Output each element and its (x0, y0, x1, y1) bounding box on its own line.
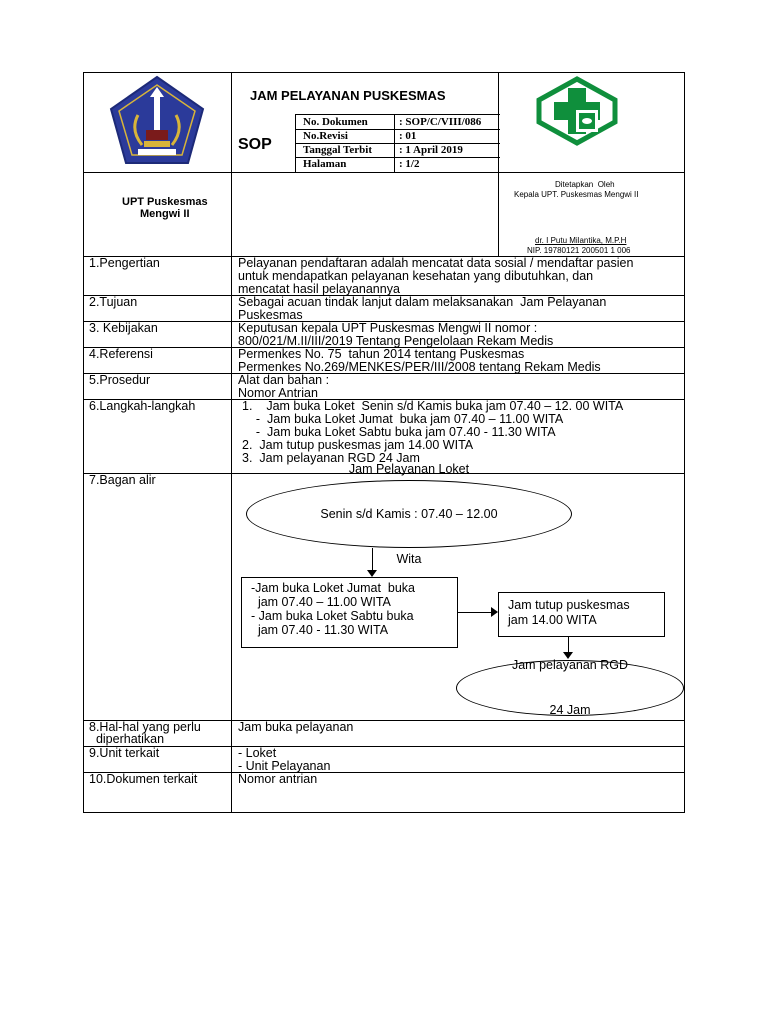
flow-node-loket-line2: Senin s/d Kamis : 07.40 – 12.00 (320, 506, 498, 521)
signer-nip: NIP. 19780121 200501 1 006 (527, 246, 631, 255)
langkah-line3: - Jam buka Loket Sabtu buka jam 07.40 - 11.30 WITA (242, 425, 556, 439)
pengertian-line3: mencatat hasil pelayanannya (238, 282, 400, 296)
kebijakan-line2: 800/021/M.II/III/2019 Tentang Pengelolaan Rekam Medis (238, 334, 554, 348)
langkah-line5: 3. Jam pelayanan RGD 24 Jam (242, 451, 420, 465)
label-prosedur: 5.Prosedur (89, 373, 151, 387)
flow-arrow-2 (458, 612, 493, 613)
unit-line2: - Unit Pelayanan (238, 759, 331, 773)
label-tujuan: 2.Tujuan (89, 295, 138, 309)
pengertian-line1: Pelayanan pendaftaran adalah mencatat data sosial / mendaftar pasien (238, 256, 634, 270)
arrowhead-icon (367, 570, 377, 577)
label-halhal-line1: 8.Hal-hal yang perlu (89, 720, 201, 734)
referensi-line2: Permenkes No.269/MENKES/PER/III/2008 tentang Rekam Medis (238, 360, 601, 374)
flow-node-loket (246, 461, 572, 566)
tujuan-line2: Puskesmas (238, 308, 303, 322)
flow-node-loket-line3: Wita (396, 551, 422, 566)
meta-label-tanggal: Tanggal Terbit (303, 144, 372, 156)
meta-value-revisi: : 01 (399, 130, 417, 142)
puskesmas-logo (536, 76, 618, 146)
meta-value-halaman: : 1/2 (399, 158, 420, 170)
signer-name: dr. I Putu Milantika, M.P.H (535, 236, 627, 245)
label-bagan: 7.Bagan alir (89, 473, 156, 487)
meta-label-revisi: No.Revisi (303, 130, 348, 142)
approval-line2: Kepala UPT. Puskesmas Mengwi II (514, 190, 639, 199)
meta-label-dokumen: No. Dokumen (303, 116, 368, 128)
label-langkah: 6.Langkah-langkah (89, 399, 196, 413)
langkah-line1: 1. Jam buka Loket Senin s/d Kamis buka jam 07.40 – 12. 00 WITA (242, 399, 624, 413)
approval-line1: Ditetapkan Oleh (555, 180, 615, 189)
arrowhead-right-icon (491, 607, 498, 617)
referensi-line1: Permenkes No. 75 tahun 2014 tentang Puskesmas (238, 347, 525, 361)
flow-node-tutup-line1: Jam tutup puskesmas (508, 598, 630, 612)
flow-node-tutup-line2: jam 14.00 WITA (508, 613, 597, 627)
seal-icon (108, 75, 206, 167)
flow-node-rgd (456, 660, 684, 716)
label-dokumen: 10.Dokumen terkait (89, 772, 198, 786)
flow-node-jumat-sabtu (241, 577, 458, 648)
flow-node-sabtu-line1: - Jam buka Loket Sabtu buka (251, 609, 414, 623)
label-halhal-line2: diperhatikan (89, 732, 165, 746)
label-referensi: 4.Referensi (89, 347, 153, 361)
flow-node-jumat-line2: jam 07.40 – 11.00 WITA (251, 595, 391, 609)
green-cross-icon (536, 76, 618, 146)
kabupaten-logo (108, 75, 206, 167)
dokumen-line1: Nomor antrian (238, 772, 318, 786)
document-title: JAM PELAYANAN PUSKESMAS (250, 88, 446, 103)
prosedur-line1: Alat dan bahan : (238, 373, 330, 387)
langkah-line2: - Jam buka Loket Jumat buka jam 07.40 – 11.00 WITA (242, 412, 564, 426)
flow-node-rgd-line1: Jam pelayanan RGD (511, 658, 629, 672)
org-name-line2: Mengwi II (140, 208, 190, 220)
label-unit: 9.Unit terkait (89, 746, 160, 760)
pengertian-line2: untuk mendapatkan pelayanan kesehatan yang dibutuhkan, dan (238, 269, 594, 283)
tujuan-line1: Sebagai acuan tindak lanjut dalam melaksanakan Jam Pelayanan (238, 295, 607, 309)
meta-table (295, 114, 500, 173)
org-name-line1: UPT Puskesmas (122, 196, 208, 208)
flow-node-loket-line1: Jam Pelayanan Loket (348, 461, 470, 476)
sop-label: SOP (238, 136, 272, 153)
prosedur-line2: Nomor Antrian (238, 386, 318, 400)
kebijakan-line1: Keputusan kepala UPT Puskesmas Mengwi II nomor : (238, 321, 538, 335)
meta-value-tanggal: : 1 April 2019 (399, 144, 463, 156)
meta-value-dokumen: : SOP/C/VIII/086 (399, 116, 482, 128)
flow-node-sabtu-line2: jam 07.40 - 11.30 WITA (251, 623, 389, 637)
flow-node-jumat-line1: -Jam buka Loket Jumat buka (251, 581, 415, 595)
label-kebijakan: 3. Kebijakan (89, 321, 158, 335)
label-pengertian: 1.Pengertian (89, 256, 160, 270)
meta-label-halaman: Halaman (303, 158, 347, 170)
halhal-line1: Jam buka pelayanan (238, 720, 354, 734)
unit-line1: - Loket (238, 746, 277, 760)
column-divider (231, 72, 232, 812)
flow-node-rgd-line2: 24 Jam (549, 703, 591, 717)
langkah-line4: 2. Jam tutup puskesmas jam 14.00 WITA (242, 438, 474, 452)
